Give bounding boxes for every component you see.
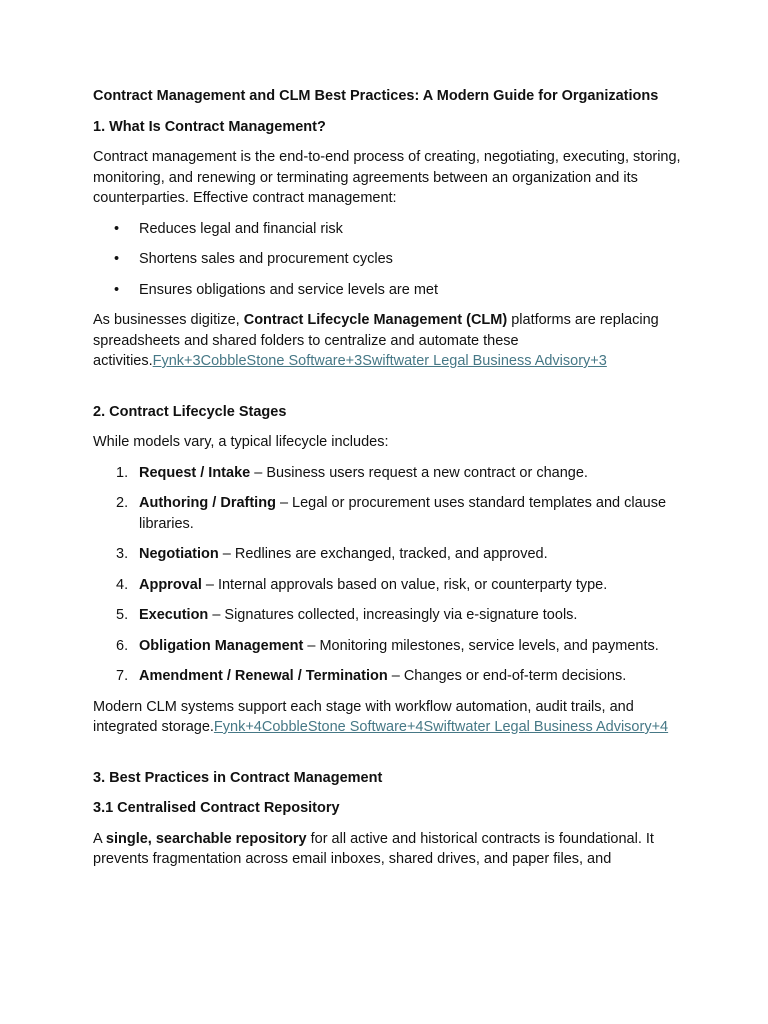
step-description: – Legal or procurement uses standard templates and clause libraries. [139, 495, 667, 532]
step-number: 7. [116, 668, 129, 684]
step-label: Authoring / Drafting [139, 495, 276, 511]
section2-intro: While models vary, a typical lifecycle includes: [93, 434, 389, 450]
step-label: Amendment / Renewal / Termination [139, 668, 388, 684]
section1-intro: Contract management is the end-to-end process of creating, negotiating, executing, storing, monitoring, and renewing or terminating agreements between an organization and its counterparties. Effective contract management: [93, 149, 681, 206]
section2-outro [93, 697, 683, 738]
document-title: Contract Management and CLM Best Practices: A Modern Guide for Organizations [93, 88, 659, 104]
section3-1-paragraph [93, 829, 683, 870]
list-item [93, 636, 683, 657]
list-item [93, 666, 683, 687]
bullet-text: Ensures obligations and service levels are met [139, 281, 439, 298]
repo-post-text: for all active and historical contracts is foundational. It prevents fragmentation across email inboxes, shared drives, and paper files, and [93, 830, 654, 867]
clm-post-text: platforms are replacing spreadsheets and shared folders to centralize and automate these activities. [93, 312, 659, 369]
section1-bullet-list [93, 219, 683, 301]
repo-bold-text: single, searchable repository [105, 830, 307, 847]
list-item [93, 493, 683, 534]
step-label: Request / Intake [139, 464, 251, 481]
step-label: Negotiation [139, 546, 219, 562]
step-number: 2. [116, 495, 129, 511]
clm-source-link[interactable]: Fynk+3CobbleStone Software+3Swiftwater Legal Business Advisory+3 [152, 353, 607, 369]
step-number: 3. [116, 546, 129, 562]
step-number: 6. [116, 637, 129, 654]
step-description: – Signatures collected, increasingly via e-signature tools. [208, 607, 578, 623]
step-description: – Internal approvals based on value, risk, or counterparty type. [201, 576, 608, 593]
list-item [93, 463, 683, 484]
step-number: 5. [116, 607, 129, 623]
step-description: – Redlines are exchanged, tracked, and approved. [218, 546, 548, 562]
list-item [93, 219, 683, 240]
list-item [93, 605, 683, 626]
clm-pre-text: As businesses digitize, [93, 312, 244, 328]
step-description: – Monitoring milestones, service levels, and payments. [303, 637, 659, 654]
step-description: – Changes or end-of-term decisions. [387, 668, 627, 684]
outro-source-link[interactable]: Fynk+4CobbleStone Software+4Swiftwater Legal Business Advisory+4 [213, 719, 669, 735]
section1-heading: 1. What Is Contract Management? [93, 118, 326, 135]
clm-bold-text: Contract Lifecycle Management (CLM) [243, 312, 508, 328]
bullet-icon: • [114, 251, 120, 267]
step-label: Obligation Management [139, 637, 304, 654]
step-label: Approval [139, 576, 202, 593]
list-item [93, 249, 683, 270]
step-number: 1. [116, 464, 129, 481]
bullet-icon: • [114, 220, 120, 237]
list-item [93, 575, 683, 596]
spacer [93, 372, 683, 392]
section1-clm-paragraph [93, 310, 683, 372]
repo-pre-text: A [93, 830, 106, 847]
bullet-text: Reduces legal and financial risk [139, 220, 343, 237]
section2-heading: 2. Contract Lifecycle Stages [93, 403, 287, 420]
list-item [93, 544, 683, 565]
section3-heading: 3. Best Practices in Contract Management [93, 769, 383, 786]
step-label: Execution [139, 607, 209, 623]
spacer [93, 738, 683, 758]
lifecycle-steps-list [93, 463, 683, 687]
step-number: 4. [116, 576, 129, 593]
list-item [93, 280, 683, 301]
bullet-icon: • [114, 281, 120, 298]
bullet-text: Shortens sales and procurement cycles [139, 251, 393, 267]
document-page [93, 86, 683, 870]
section3-1-heading: 3.1 Centralised Contract Repository [93, 800, 340, 816]
step-description: – Business users request a new contract or change. [250, 464, 588, 481]
outro-text: Modern CLM systems support each stage with workflow automation, audit trails, and integrated storage. [93, 698, 634, 735]
